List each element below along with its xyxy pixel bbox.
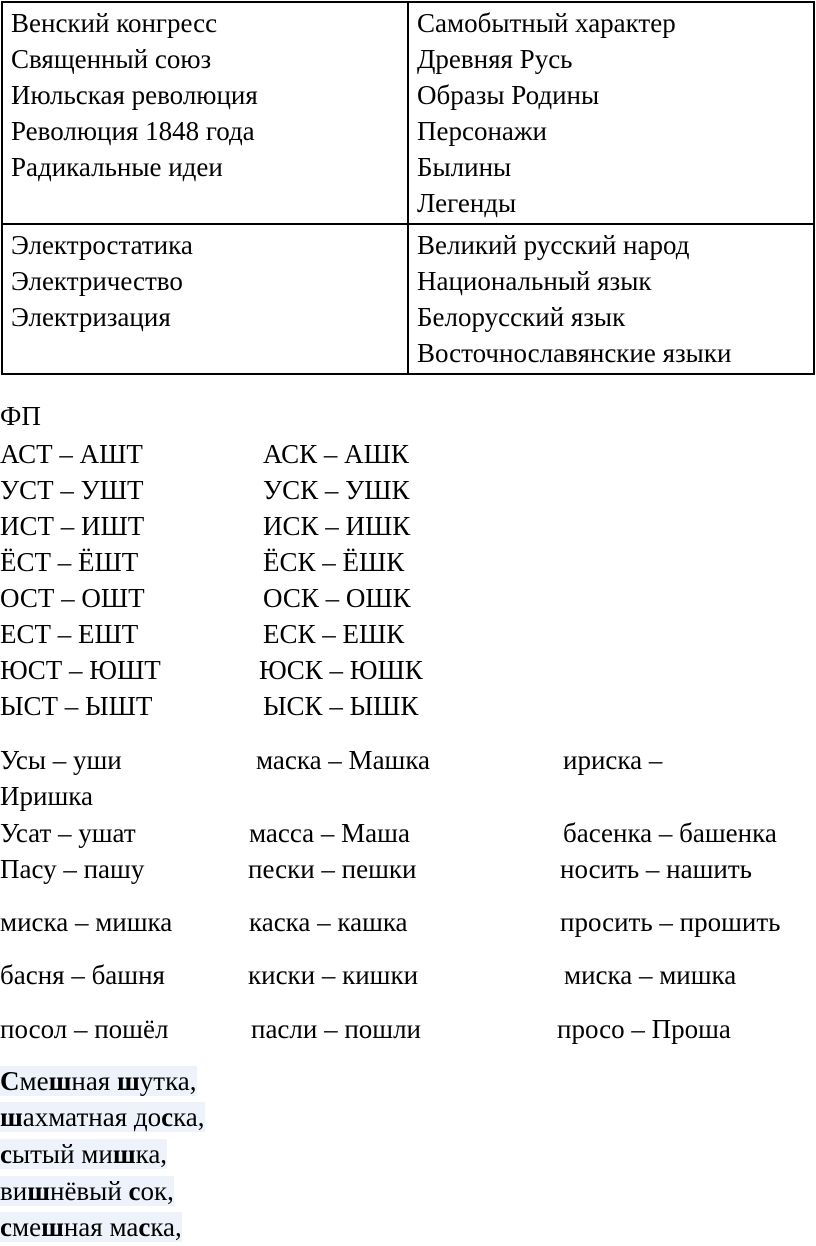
phrase-highlight: ш: [27, 1176, 50, 1206]
word-pair: ириска –: [563, 745, 663, 775]
phrase-text: ная ма: [63, 1212, 139, 1242]
fp-pair-left: ЫСТ – ЫШТ: [0, 691, 153, 721]
phrase-part: [117, 1066, 197, 1096]
phrase-part: [0, 1176, 174, 1206]
cell-line: Национальный язык: [417, 266, 652, 296]
phrase-text: ка,: [135, 1139, 168, 1169]
word-pair: просо – Проша: [557, 1014, 731, 1044]
word-pair: Пасу – пашу: [0, 854, 145, 884]
word-pair: миска – мишка: [0, 907, 173, 937]
phrase-text: ная: [71, 1066, 117, 1096]
cell-line: Электричество: [11, 266, 183, 296]
word-pair: Усы – уши: [0, 745, 122, 775]
phrase-part: [0, 1066, 117, 1096]
word-pair: пасли – пошли: [251, 1014, 422, 1044]
table-row: [2, 224, 814, 374]
word-pair: киски – кишки: [248, 960, 419, 990]
phrase-line: [0, 1136, 167, 1172]
fp-pair-right: ЕСК – ЕШК: [263, 619, 405, 649]
cell-line: Электризация: [11, 302, 171, 332]
fp-pair-left: ИСТ – ИШТ: [0, 511, 145, 541]
cell-line: Белорусский язык: [417, 302, 626, 332]
phrase-text: утка,: [139, 1066, 197, 1096]
fp-pair-left: УСТ – УШТ: [0, 475, 144, 505]
phrase-highlight: с: [138, 1212, 151, 1242]
phrase-line: [0, 1099, 205, 1135]
phrase-highlight: с: [161, 1102, 174, 1132]
fp-pair-left: ЁСТ – ЁШТ: [0, 547, 139, 577]
table-cell: [2, 2, 408, 224]
word-pair: носить – нашить: [560, 854, 752, 884]
table-cell: [2, 224, 408, 374]
fp-title: ФП: [0, 401, 41, 431]
phrase-text: нёвый: [50, 1176, 129, 1206]
cell-line: Венский конгресс: [11, 8, 218, 38]
fp-pair-right: ЮСК – ЮШК: [259, 655, 423, 685]
phrases-block: [0, 1057, 258, 1246]
phrase-text: ок,: [140, 1176, 174, 1206]
phrase-text: ка,: [173, 1102, 205, 1132]
cell-line: Революция 1848 года: [11, 116, 255, 146]
phrase-part: [0, 1212, 182, 1242]
cell-line: Восточнославянские языки: [417, 338, 732, 368]
phrase-highlight: ш: [112, 1139, 136, 1169]
cell-line: Древняя Русь: [417, 44, 573, 74]
word-pair: пески – пешки: [248, 854, 417, 884]
fp-pair-left: ЮСТ – ЮШТ: [0, 655, 161, 685]
word-pair: просить – прошить: [560, 907, 781, 937]
table-cell: [408, 2, 814, 224]
cell-line: Легенды: [417, 188, 517, 218]
word-pair: Усат – ушат: [0, 818, 136, 848]
fp-pair-right: ИСК – ИШК: [263, 511, 411, 541]
phrase-text: ытый ми: [11, 1139, 113, 1169]
phrase-part: [0, 1139, 167, 1169]
word-pair: масса – Маша: [249, 818, 410, 848]
fp-pair-right: ОСК – ОШК: [263, 583, 411, 613]
phrase-highlight: ш: [0, 1102, 23, 1132]
fp-pair-right: ЫСК – ЫШК: [263, 691, 419, 721]
phrase-text: ка,: [150, 1212, 182, 1242]
cell-line: Персонажи: [417, 116, 548, 146]
fp-pair-left: АСТ – АШТ: [0, 439, 143, 469]
cell-line: Июльская революция: [11, 80, 258, 110]
fp-pair-left: ОСТ – ОШТ: [0, 583, 145, 613]
cell-line: Радикальные идеи: [11, 152, 223, 182]
phrase-highlight: с: [0, 1212, 12, 1242]
word-pair: басня – башня: [0, 960, 165, 990]
word-pair: каска – кашка: [249, 907, 408, 937]
fp-pair-right: УСК – УШК: [263, 475, 410, 505]
cell-line: Священный союз: [11, 44, 212, 74]
phrase-part: [0, 1102, 205, 1132]
table-cell: [408, 224, 814, 374]
table-row: [2, 2, 814, 224]
cell-line: Былины: [417, 152, 512, 182]
fp-pair-right: ЁСК – ЁШК: [263, 547, 405, 577]
cell-line: Великий русский народ: [417, 230, 690, 260]
word-pair: басенка – башенка: [563, 818, 777, 848]
fp-pair-left: ЕСТ – ЕШТ: [0, 619, 139, 649]
word-pair: посол – пошёл: [0, 1014, 169, 1044]
cell-line: Самобытный характер: [417, 8, 676, 38]
cell-line: Образы Родины: [417, 80, 600, 110]
phrase-highlight: ш: [48, 1066, 72, 1096]
phrase-text: ви: [0, 1176, 28, 1206]
fp-pair-right: АСК – АШК: [263, 439, 409, 469]
word-pair: Иришка: [0, 781, 93, 811]
phrase-line: [0, 1209, 182, 1245]
cell-line: Электростатика: [11, 230, 193, 260]
phrase-highlight: с: [0, 1139, 12, 1169]
phrase-highlight: ш: [116, 1066, 140, 1096]
phrase-line: [0, 1063, 197, 1099]
word-pair: маска – Машка: [256, 745, 431, 775]
phrase-text: ме: [11, 1212, 42, 1242]
word-pair: миска – мишка: [564, 960, 737, 990]
phrase-highlight: ш: [41, 1212, 64, 1242]
phrase-line: [0, 1173, 174, 1209]
phrase-highlight: с: [128, 1176, 141, 1206]
phrase-text: ме: [19, 1066, 49, 1096]
phrase-text: ахматная до: [22, 1102, 162, 1132]
phrase-highlight: С: [0, 1066, 20, 1096]
topics-table: [1, 1, 815, 375]
